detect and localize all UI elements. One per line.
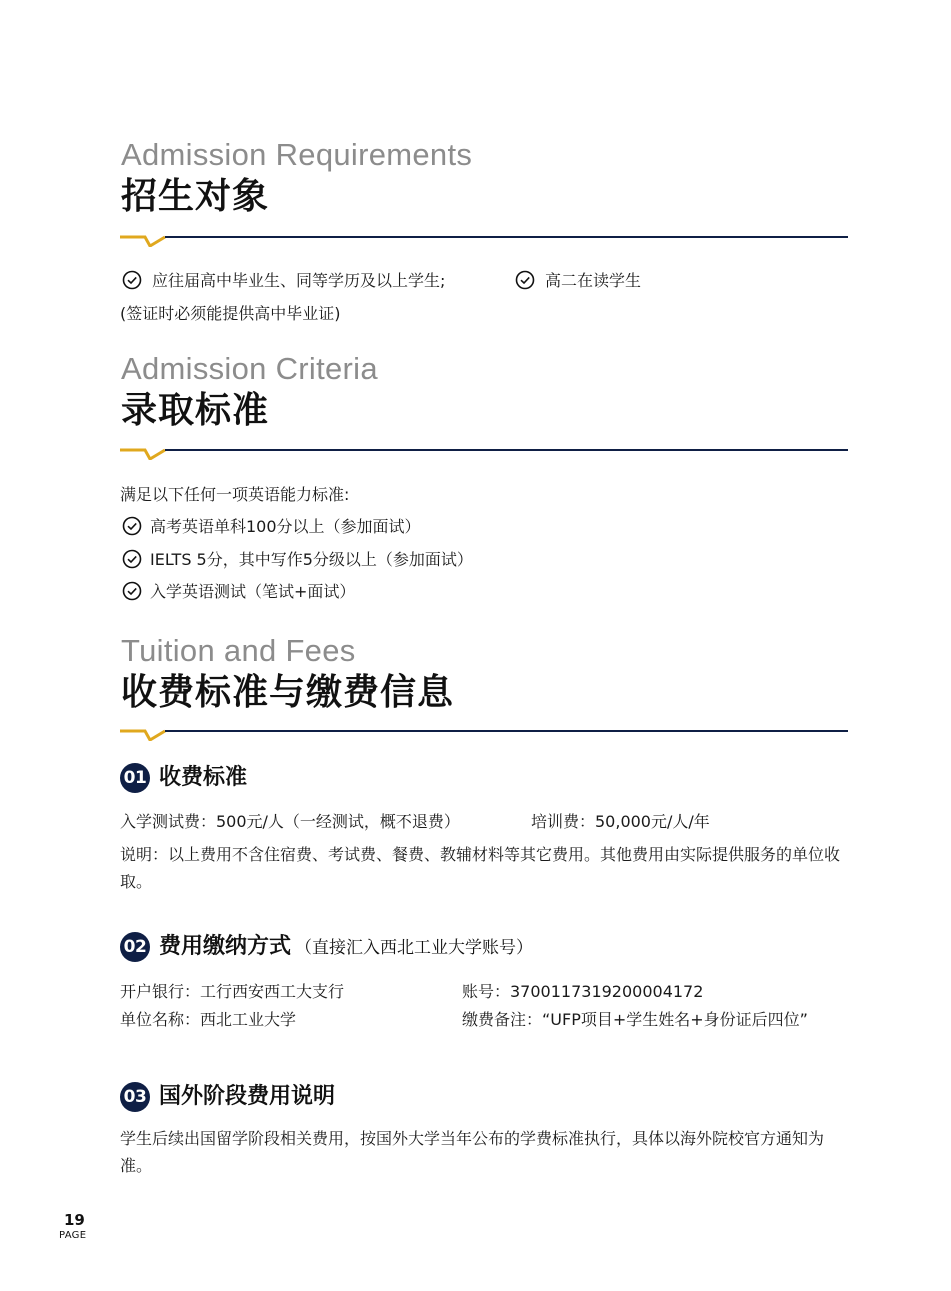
section-title-en-criteria: Admission Criteria [121, 351, 378, 386]
step-number-badge: 02 [120, 932, 150, 962]
unit-name: 单位名称：西北工业大学 [120, 1010, 297, 1029]
section-title-en-requirements: Admission Requirements [121, 137, 473, 172]
criteria-item: IELTS 5分，其中写作5分级以上（参加面试） [150, 550, 473, 569]
check-circle-icon [515, 270, 535, 290]
section-title-zh-criteria: 录取标准 [121, 390, 270, 431]
subsection-title: 国外阶段费用说明 [159, 1084, 336, 1109]
subsection-title: 收费标准 [159, 765, 248, 790]
section-title-en-fees: Tuition and Fees [121, 633, 356, 668]
payment-remark: 缴费备注：“UFP项目+学生姓名+身份证后四位” [462, 1010, 808, 1029]
criteria-item: 入学英语测试（笔试+面试） [150, 582, 356, 601]
step-number-badge: 01 [120, 763, 150, 793]
check-circle-icon [122, 549, 142, 569]
bank-name: 开户银行：工行西安西工大支行 [120, 982, 345, 1001]
test-fee: 入学测试费：500元/人（一经测试，概不退费） [120, 812, 460, 831]
fee-note: 说明：以上费用不含住宿费、考试费、餐费、教辅材料等其它费用。其他费用由实际提供服务的单位收取。 [120, 845, 841, 891]
section-divider [120, 725, 848, 741]
subsection-title [159, 932, 533, 963]
account-number: 账号：3700117319200004172 [462, 982, 704, 1001]
check-circle-icon [122, 581, 142, 601]
page-number: 19 [64, 1211, 85, 1229]
criteria-item: 高考英语单科100分以上（参加面试） [150, 517, 421, 536]
section-title-zh-requirements: 招生对象 [121, 176, 270, 217]
training-fee: 培训费：50,000元/人/年 [531, 812, 710, 831]
requirement-item: 应往届高中毕业生、同等学历及以上学生; [152, 271, 446, 290]
page-label: PAGE [59, 1230, 87, 1241]
requirement-note: (签证时必须能提供高中毕业证) [120, 304, 341, 323]
subsection-title-text: 费用缴纳方式 [159, 934, 292, 959]
section-divider [120, 444, 848, 460]
section-divider [120, 231, 848, 247]
check-circle-icon [122, 516, 142, 536]
subsection-title-note: （直接汇入西北工业大学账号） [295, 938, 534, 958]
overseas-fee-text: 学生后续出国留学阶段相关费用，按国外大学当年公布的学费标准执行，具体以海外院校官方通知为准。 [120, 1129, 825, 1175]
requirement-item: 高二在读学生 [545, 271, 642, 290]
criteria-intro: 满足以下任何一项英语能力标准: [120, 485, 350, 504]
section-title-zh-fees: 收费标准与缴费信息 [121, 672, 455, 713]
check-circle-icon [122, 270, 142, 290]
step-number-badge: 03 [120, 1082, 150, 1112]
